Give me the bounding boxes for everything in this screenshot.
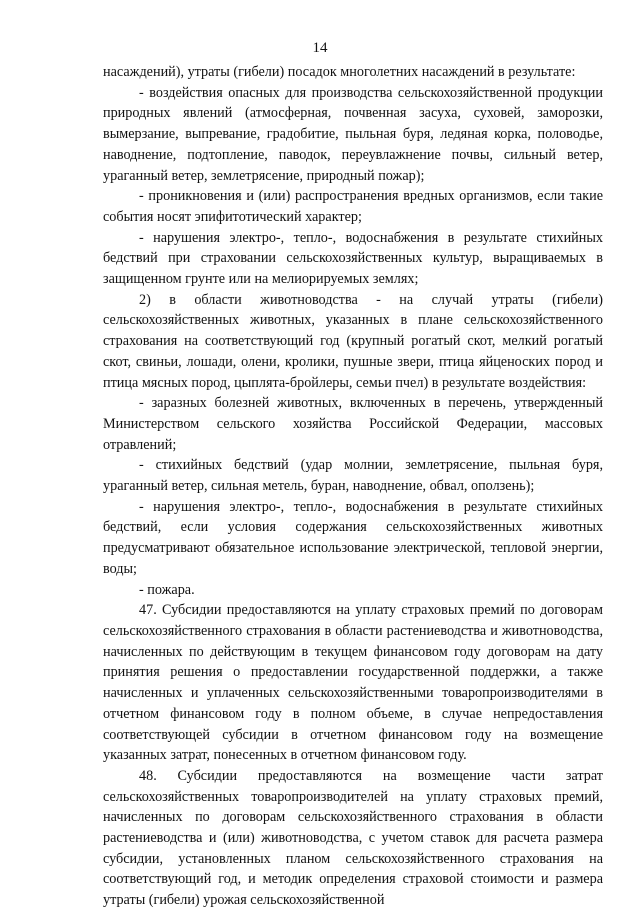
paragraph: - заразных болезней животных, включенных в перечень, утвержденный Министерством сельского хозяйства Российской Федерации, массовых отравлений;: [103, 395, 603, 453]
paragraph: - проникновения и (или) распространения вредных организмов, если такие события носят эпифитотический характер;: [103, 188, 603, 225]
paragraph: 48. Субсидии предоставляются на возмещение части затрат сельскохозяйственных товаропроизводителей на уплату страховых премий, начисленных по договорам сельскохозяйственного страхования в области растениеводства и (или) животноводства, с учетом ставок для расчета размера субсидии, установленных планом сельскохозяйственного страхования на соответствующий год, и методик определения страховой стоимости и размера утраты (гибели) урожая сельскохозяйственной: [103, 767, 603, 909]
paragraph: - воздействия опасных для производства сельскохозяйственной продукции природных явлений (атмосферная, почвенная засуха, суховей, заморозки, вымерзание, выпревание, градобитие, пыльная буря, ледяная корка, половодье, наводнение, подтопление, паводок, переувлажнение почвы, сильный ветер, ураганный ветер, землетрясение, природный пожар);: [103, 84, 603, 184]
paragraph: - нарушения электро-, тепло-, водоснабжения в результате стихийных бедствий, если условия содержания сельскохозяйственных животных предусматривают обязательное использование электрической, тепловой энергии, воды;: [103, 498, 603, 577]
paragraph: - стихийных бедствий (удар молнии, землетрясение, пыльная буря, ураганный ветер, сильная метель, буран, наводнение, обвал, оползень);: [103, 457, 603, 495]
paragraph: насаждений), утраты (гибели) посадок многолетних насаждений в результате:: [103, 64, 576, 80]
page-number: 14: [312, 40, 328, 56]
paragraph: - нарушения электро-, тепло-, водоснабжения в результате стихийных бедствий при страховании сельскохозяйственных культур, выращиваемых в защищенном грунте или на мелиорируемых землях;: [103, 229, 603, 288]
paragraph: 2) в области животноводства - на случай утраты (гибели) сельскохозяйственных животных, указанных в плане сельскохозяйственного страхования на соответствующий год (крупный рогатый скот, мелкий рогатый скот, свиньи, лошади, олени, кролики, пушные звери, птица яйценоских пород и птица мясных пород, цыплята-бройлеры, семьи пчел) в результате воздействия:: [103, 291, 603, 391]
paragraph: - пожара.: [139, 581, 195, 598]
document-body: [103, 62, 603, 911]
paragraph: 47. Субсидии предоставляются на уплату страховых премий по договорам сельскохозяйственного страхования в области растениеводства и животноводства, начисленных по действующим в текущем финансовом году договорам на дату принятия решения о предоставлении государственной поддержки, а также начисленных и уплаченных сельскохозяйственными товаропроизводителями в отчетном финансовом году в полном объеме, в случае непредоставления соответствующей субсидии в отчетном финансовом году на возмещение указанных затрат, понесенных в отчетном финансовом году.: [103, 602, 603, 764]
